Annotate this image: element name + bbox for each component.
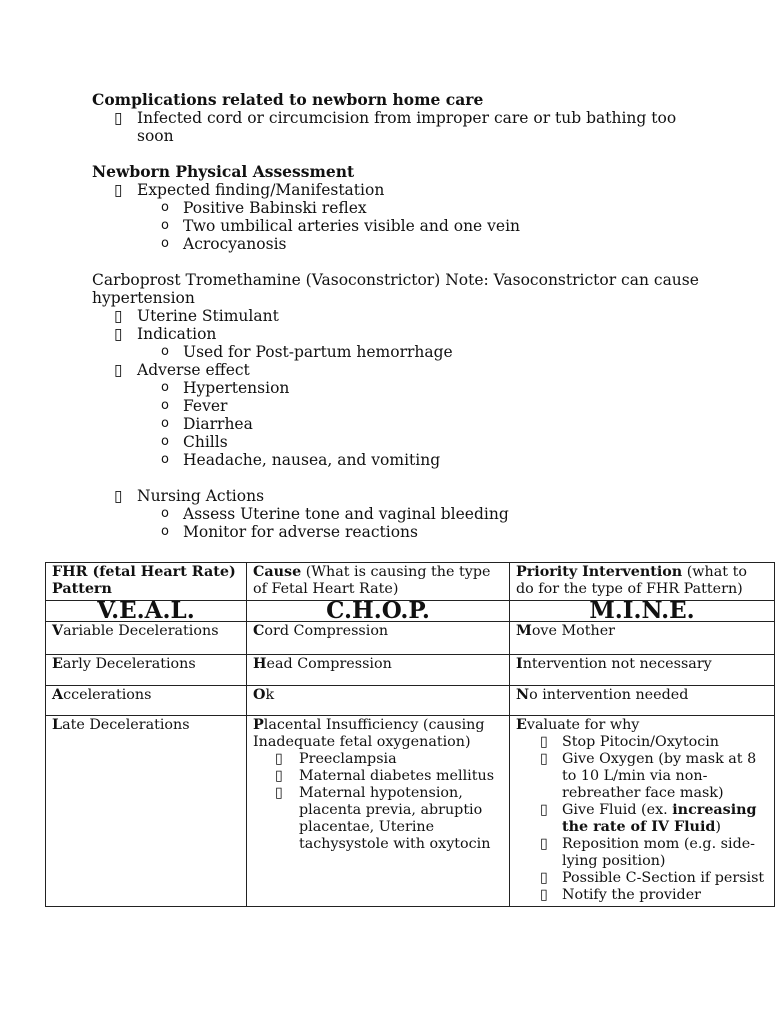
sub-list-item: o Acrocyanosis <box>161 235 287 253</box>
bullet-icon: ▯ <box>275 785 283 801</box>
circle-bullet-icon: o <box>161 524 169 539</box>
list-item: ▯ Infected cord or circumcision from improper care or tub bathing too soon <box>114 109 677 145</box>
sub-list-item: o Positive Babinski reflex <box>161 199 367 217</box>
cause-cell: Placental Insufficiency (causing Inadequate fetal oxygenation) ▯ Preeclampsia ▯ Maternal diabetes mellitus ▯ Maternal hypotension, placenta previa, abruptio placentae, Uterine tachysystole with oxytocin <box>247 716 510 907</box>
bullet-icon: ▯ <box>114 361 123 379</box>
bullet-icon: ▯ <box>540 836 548 852</box>
bullet-icon: ▯ <box>114 181 123 199</box>
circle-bullet-icon: o <box>161 416 169 431</box>
list-item: ▯ Expected finding/Manifestation <box>114 181 385 199</box>
circle-bullet-icon: o <box>161 236 169 251</box>
list-item: ▯ Reposition mom (e.g. side-lying position) <box>540 836 756 869</box>
list-item: ▯ Nursing Actions <box>114 487 265 505</box>
bullet-icon: ▯ <box>540 870 548 886</box>
sub-list-item: o Assess Uterine tone and vaginal bleeding <box>161 505 509 523</box>
intervention-cell: No intervention needed <box>510 686 775 716</box>
list-item: ▯ Preeclampsia <box>275 751 397 767</box>
fhr-table <box>45 562 775 907</box>
assessment-heading: Newborn Physical Assessment <box>92 162 355 181</box>
bullet-icon: ▯ <box>540 751 548 767</box>
header-intervention: Priority Intervention (what to do for the type of FHR Pattern) <box>510 563 775 601</box>
list-item: ▯ Uterine Stimulant <box>114 307 279 325</box>
list-item: ▯ Possible C-Section if persist <box>540 870 765 886</box>
list-item: ▯ Maternal diabetes mellitus <box>275 768 495 784</box>
circle-bullet-icon: o <box>161 380 169 395</box>
list-item: ▯ Adverse effect <box>114 361 250 379</box>
mnemonic-row <box>46 601 775 622</box>
notes-content <box>92 91 702 541</box>
circle-bullet-icon: o <box>161 434 169 449</box>
sub-list-item: o Fever <box>161 397 228 415</box>
bullet-icon: ▯ <box>540 802 548 818</box>
circle-bullet-icon: o <box>161 344 169 359</box>
sub-list-item: o Used for Post-partum hemorrhage <box>161 343 453 361</box>
complications-heading: Complications related to newborn home care <box>92 90 484 109</box>
bullet-icon: ▯ <box>275 751 283 767</box>
intervention-cell: Intervention not necessary <box>510 655 775 686</box>
circle-bullet-icon: o <box>161 506 169 521</box>
carboprost-intro: Carboprost Tromethamine (Vasoconstrictor) Note: Vasoconstrictor can cause hypertension <box>92 271 699 307</box>
cause-cell: Head Compression <box>247 655 510 686</box>
sub-list-item: o Diarrhea <box>161 415 253 433</box>
circle-bullet-icon: o <box>161 398 169 413</box>
table-header-row <box>46 563 775 601</box>
sub-list-item: o Headache, nausea, and vomiting <box>161 451 441 469</box>
sub-list-item: o Two umbilical arteries visible and one vein <box>161 217 521 235</box>
intervention-cell: Evaluate for why ▯ Stop Pitocin/Oxytocin ▯ Give Oxygen (by mask at 8 to 10 L/min via non-rebreather face mask) ▯ Give Fluid (ex. increasing the rate of IV Fluid) ▯ Reposition mom (e.g. side-lying position) ▯ Possible C-Section if persist ▯ Notify the provider <box>510 716 775 907</box>
sub-list-item: o Chills <box>161 433 228 451</box>
list-item: ▯ Maternal hypotension, placenta previa, abruptio placentae, Uterine tachysystole with oxytocin <box>275 785 491 852</box>
bullet-icon: ▯ <box>275 768 283 784</box>
intervention-cell: Move Mother <box>510 622 775 655</box>
bullet-icon: ▯ <box>114 307 123 325</box>
mnemonic-mine: M.I.N.E. <box>510 601 775 622</box>
list-item: ▯ Give Oxygen (by mask at 8 to 10 L/min via non-rebreather face mask) <box>540 751 757 801</box>
pattern-cell: Early Decelerations <box>46 655 247 686</box>
table-row <box>46 686 775 716</box>
circle-bullet-icon: o <box>161 218 169 233</box>
header-pattern: FHR (fetal Heart Rate) Pattern <box>46 563 247 601</box>
pattern-cell: Variable Decelerations <box>46 622 247 655</box>
mnemonic-chop: C.H.O.P. <box>247 601 510 622</box>
table-row <box>46 655 775 686</box>
bullet-icon: ▯ <box>114 325 123 343</box>
pattern-cell: Late Decelerations <box>46 716 247 907</box>
circle-bullet-icon: o <box>161 452 169 467</box>
pattern-cell: Accelerations <box>46 686 247 716</box>
bullet-icon: ▯ <box>114 487 123 505</box>
sub-list-item: o Hypertension <box>161 379 290 397</box>
bullet-icon: ▯ <box>114 109 123 127</box>
list-item: ▯ Give Fluid (ex. increasing the rate of IV Fluid) <box>540 802 757 835</box>
table-row <box>46 716 775 907</box>
sub-list-item: o Monitor for adverse reactions <box>161 523 418 541</box>
cause-cell: Ok <box>247 686 510 716</box>
header-cause: Cause (What is causing the type of Fetal Heart Rate) <box>247 563 510 601</box>
bullet-icon: ▯ <box>540 887 548 903</box>
mnemonic-veal: V.E.A.L. <box>46 601 247 622</box>
list-item: ▯ Stop Pitocin/Oxytocin <box>540 734 719 750</box>
cause-cell: Cord Compression <box>247 622 510 655</box>
table-row <box>46 622 775 655</box>
list-item: ▯ Notify the provider <box>540 887 701 903</box>
list-item: ▯ Indication <box>114 325 217 343</box>
circle-bullet-icon: o <box>161 200 169 215</box>
bullet-icon: ▯ <box>540 734 548 750</box>
